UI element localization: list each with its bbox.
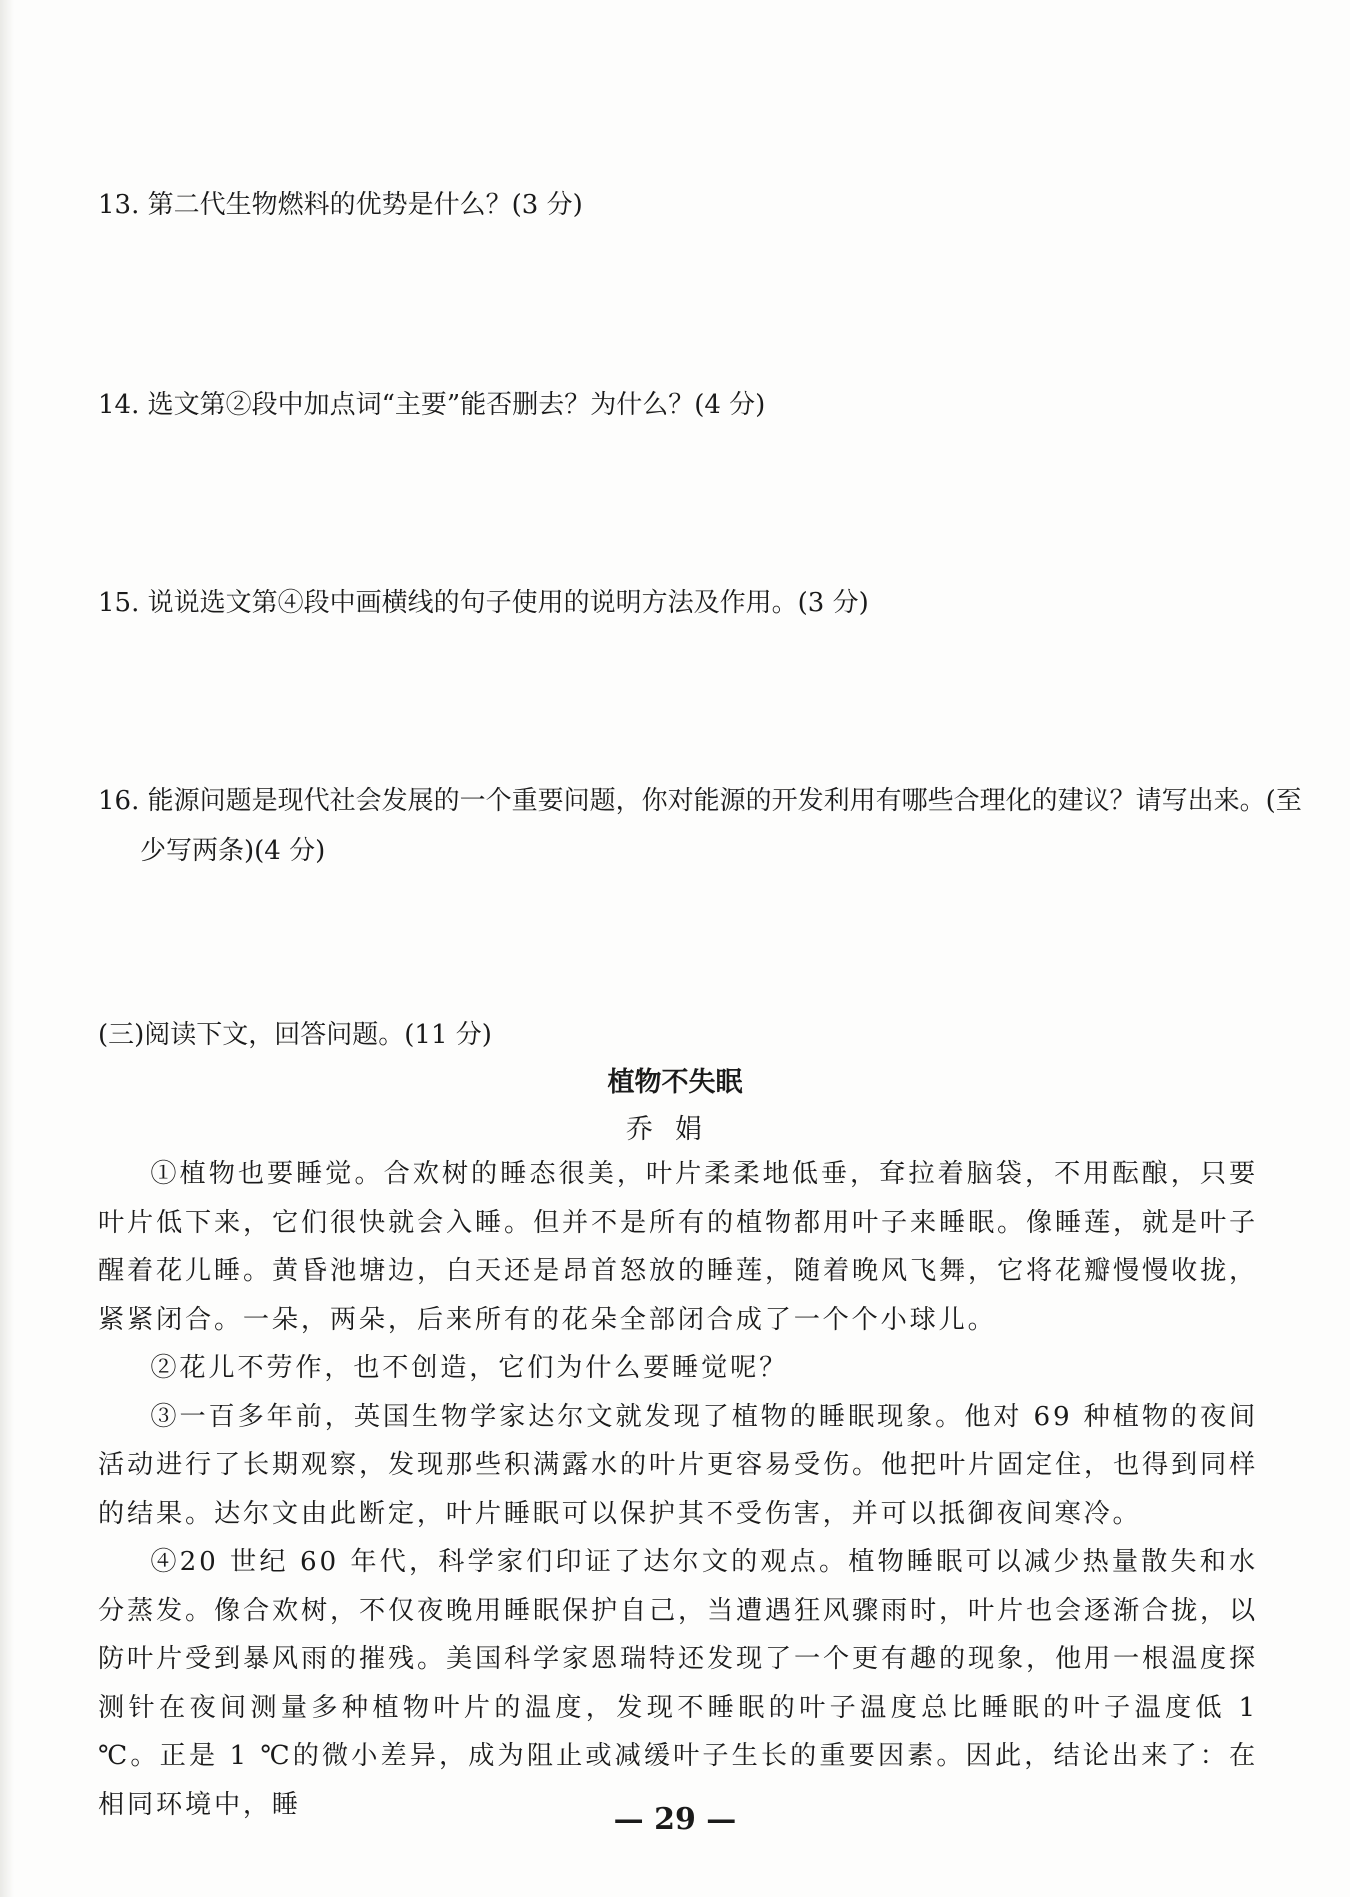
- question-13: 13. 第二代生物燃料的优势是什么？(3 分): [98, 190, 583, 220]
- question-14: 14. 选文第②段中加点词“主要”能否删去？为什么？(4 分): [98, 390, 766, 420]
- scan-edge-shadow: [0, 0, 14, 1897]
- page-number: — 29 —: [613, 1802, 737, 1837]
- article-title: 植物不失眠: [607, 1067, 743, 1098]
- question-15: 15. 说说选文第④段中画横线的句子使用的说明方法及作用。(3 分): [98, 588, 869, 618]
- article-paragraph-1: ①植物也要睡觉。合欢树的睡态很美，叶片柔柔地低垂，耷拉着脑袋，不用酝酿，只要叶片低下来，它们很快就会入睡。但并不是所有的植物都用叶子来睡眠。像睡莲，就是叶子醒着花儿睡。黄昏池塘边，白天还是昂首怒放的睡莲，随着晚风飞舞，它将花瓣慢慢收拢，紧紧闭合。一朵，两朵，后来所有的花朵全部闭合成了一个个小球儿。: [98, 1159, 1258, 1335]
- article-paragraph-4: ④20 世纪 60 年代，科学家们印证了达尔文的观点。植物睡眠可以减少热量散失和水分蒸发。像合欢树，不仅夜晚用睡眠保护自己，当遭遇狂风骤雨时，叶片也会逐渐合拢，以防叶片受到暴风雨的摧残。美国科学家恩瑞特还发现了一个更有趣的现象，他用一根温度探测针在夜间测量多种植物叶片的温度，发现不睡眠的叶子温度总比睡眠的叶子温度低 1 ℃。正是 1 ℃的微小差异，成为阻止或减缓叶子生长的重要因素。因此，结论出来了：在相同环境中，睡: [98, 1547, 1258, 1820]
- article-paragraph-3: ③一百多年前，英国生物学家达尔文就发现了植物的睡眠现象。他对 69 种植物的夜间活动进行了长期观察，发现那些积满露水的叶片更容易受伤。他把叶片固定住，也得到同样的结果。达尔文由此断定，叶片睡眠可以保护其不受伤害，并可以抵御夜间寒冷。: [98, 1401, 1258, 1529]
- question-16: 16. 能源问题是现代社会发展的一个重要问题，你对能源的开发利用有哪些合理化的建议？请写出来。(至少写两条)(4 分): [98, 786, 1302, 866]
- article-author: 乔娟: [626, 1114, 724, 1145]
- article-paragraph-2: ②花儿不劳作，也不创造，它们为什么要睡觉呢？: [150, 1353, 789, 1383]
- section-heading: (三)阅读下文，回答问题。(11 分): [98, 1020, 492, 1050]
- article-body: [98, 1150, 1258, 1829]
